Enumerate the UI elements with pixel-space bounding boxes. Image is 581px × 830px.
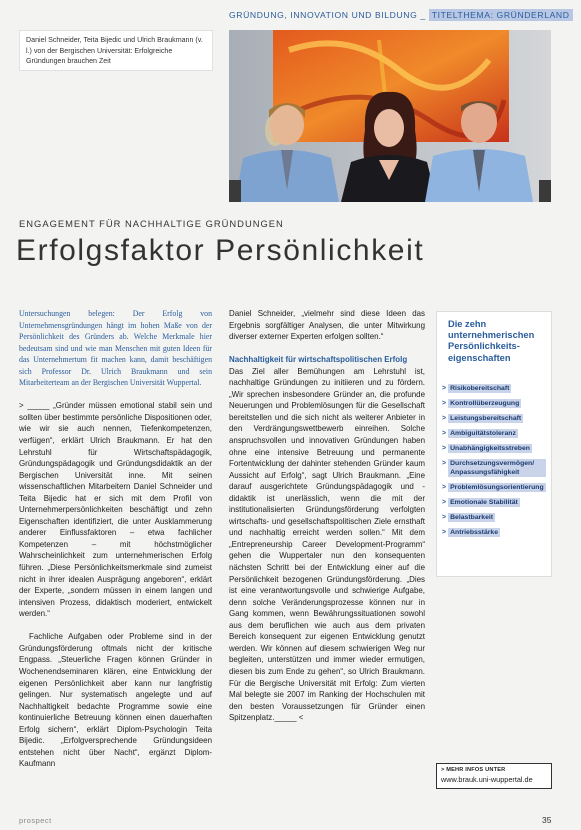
team-photo-illustration [229, 30, 551, 202]
arrow-icon: > [442, 414, 447, 422]
traits-sidebar [436, 311, 552, 577]
trait-item [442, 429, 546, 438]
trait-item [442, 414, 546, 423]
trait-label: Kontrollüberzeugung [450, 399, 520, 407]
trait-label: Antriebsstärke [450, 528, 499, 536]
arrow-icon: > [442, 459, 447, 467]
trait-label: Durchsetzungsvermögen/ Anpassungsfähigkeit [448, 459, 546, 477]
arrow-icon: > [442, 498, 447, 506]
article-intro: Untersuchungen belegen: Der Erfolg von Unternehmensgründungen hängt im hohen Maße von der Persönlichkeit des Gründers ab. Welche Merkmale hier bedeutsam sind und wie man Menschen mit guten Ideen für das Unternehmertum fit machen kann, damit beschäftigen sich Professor Dr. Ulrich Braukmann und sein Mitarbeiterteam an der Bergischen Universität Wuppertal. [19, 309, 212, 388]
article-paragraph: > _____ „Gründer müssen emotional stabil sein und sollten über bestimmte persönliche Dispositionen oder, wie wir sie auch nennen, Tiefenkompetenzen, verfügen“, erklärt Ulrich Braukmann. Er hat den Lehrstuhl für Wirtschaftspädagogik, Gründungspädagogik und Gründungsdidaktik an der Bergischen Universität inne. Mit seinen wissenschaftlichen Mitarbeitern Daniel Schneider und Teita Bijedic hat er sich mit dem Profil von Unternehmerpersönlichkeiten beschäftigt und zehn Eigenschaften identifiziert, die unter Ausklammerung anderer Einflussfaktoren – etwa fachlicher Kompetenzen – mit höchstmöglicher Wahrscheinlichkeit zum unternehmerischen Erfolg führen. „Diese Persönlichkeitsmerkmale sind zumeist nicht in ihrer idealen Ausprägung angeboren“, erklärt der Experte, „sondern müssen in einem langen und intensiven Prozess, didaktisch moderiert, entwickelt werden.“ [19, 401, 212, 619]
section-label: GRÜNDUNG, INNOVATION UND BILDUNG _ [229, 10, 429, 20]
section-header [229, 8, 570, 22]
trait-item [442, 444, 546, 453]
arrow-icon: > [442, 384, 447, 392]
trait-label: Belastbarkeit [450, 513, 494, 521]
magazine-name: prospect [19, 816, 52, 825]
trait-item [442, 528, 546, 537]
team-photo [229, 30, 551, 202]
article-subheading: Nachhaltigkeit für wirtschaftspolitischen Erfolg [229, 355, 408, 365]
article-kicker: ENGAGEMENT FÜR NACHHALTIGE GRÜNDUNGEN [19, 218, 284, 229]
trait-item [442, 399, 546, 408]
arrow-icon: > [442, 483, 447, 491]
arrow-icon: > [442, 444, 447, 452]
trait-item [442, 483, 546, 492]
more-info-link[interactable]: www.brauk.uni-wuppertal.de [441, 775, 533, 784]
article-headline: Erfolgsfaktor Persönlichkeit [16, 234, 425, 267]
photo-caption: Daniel Schneider, Teita Bijedic und Ulrich Braukmann (v. l.) von der Bergischen Universität: Erfolgreiche Gründungen brauchen Zeit [19, 30, 213, 71]
trait-item [442, 384, 546, 393]
trait-label: Emotionale Stabilität [450, 498, 518, 506]
article-paragraph: Fachliche Aufgaben oder Probleme sind in der Gründungsförderung oftmals nicht der kritische Engpass. „Steuerliche Fragen können Gründer in Wochenendseminaren klären, eine Entwicklung der eigenen Persönlichkeit aber kann nur langfristig gelingen. Nur systematisch angelegte und auf Nachhaltigkeit bedachte Programme sowie eine kontinuierliche Betreuung können einen dauerhaften Erfolg sichern“, erklärt Diplom-Psychologin Teita Bijedic. „Erfolgversprechende Gründungsideen entstehen nicht über Nacht“, ergänzt Diplom-Kaufmann [19, 632, 212, 769]
trait-label: Unabhängigkeitsstreben [450, 444, 530, 452]
more-info-box [436, 763, 552, 789]
article-column-2 [229, 308, 425, 724]
trait-item [442, 498, 546, 507]
arrow-icon: > [442, 399, 447, 407]
page-number: 35 [542, 815, 552, 825]
more-info-label: > MEHR INFOS UNTER [441, 767, 506, 773]
topic-label: TITELTHEMA: GRÜNDERLAND [429, 9, 573, 21]
article-paragraph: Daniel Schneider, „vielmehr sind diese Ideen das Ergebnis sorgfältiger Analysen, die unter Mitwirkung diverser externer Experten erfolgen sollten.“ [229, 309, 425, 342]
article-paragraph: Das Ziel aller Bemühungen am Lehrstuhl ist, nachhaltige Gründungen zu initiieren und zu fördern. „Wir sprechen insbesondere Gründer an, die profunde Neuerungen und Problemlösungen für die Gesellschaft bereitstellen und die sich nicht als weiterer Anbieter in den Verdrängungswettbewerb einreihen. Solche anspruchsvollen und innovativen Gründungen haben ohne eine intensive Betreuung und permanente Fortentwicklung der dahinter stehenden Gründer kaum Aussicht auf Erfolg“, sagt Ulrich Braukmann. „Eine darauf ausgerichtete Gründungspädagogik und -didaktik ist unerlässlich, wenn die mit der institutionalisierten Gründungsförderung verfolgten wirtschafts- und gesellschaftspolitischen Ziele ernsthaft und nachhaltig erreicht werden sollen.“ Mit dem „Entrepreneurship Career Development-Programm“ gehen die Wuppertaler nun den konsequenten nächsten Schritt bei der Entwicklung einer auf die Persönlichkeit bezogenen Gründungsförderung. „Dies ist eine verantwortungsvolle und schwierige Aufgabe, denn solche Veränderungsprozesse können nur in Gang kommen, wenn Bewährungssituationen sowohl aus dem beruflichen wie auch aus dem privaten Bereich konsequent zur eigenen Entwicklung genutzt werden. Wir können auf diesem schwierigen Weg nur begleiten, unterstützen und immer wieder ermutigen, diesen bis zum Ende zu gehen“, so Ulrich Braukmann. Für die Bergische Universität mit Erfolg: Zum vierten Mal belegte sie 2007 im Ranking der Hochschulen mit den besten Voraussetzungen für Gründer einen Spitzenplatz._____ < [229, 366, 425, 723]
sidebar-title: Die zehn unternehmerischen Persönlichkeits-eigenschaften [448, 319, 535, 363]
trait-label: Leistungsbereitschaft [450, 414, 522, 422]
arrow-icon: > [442, 513, 447, 521]
arrow-icon: > [442, 528, 447, 536]
traits-list [442, 384, 546, 537]
trait-item [442, 513, 546, 522]
arrow-icon: > [442, 429, 447, 437]
article-column-1 [19, 308, 212, 770]
trait-label: Problemlösungsorientierung [450, 483, 544, 491]
trait-label: Ambiguitätstoleranz [450, 429, 516, 437]
trait-label: Risikobereitschaft [450, 384, 510, 392]
trait-item [442, 459, 546, 477]
